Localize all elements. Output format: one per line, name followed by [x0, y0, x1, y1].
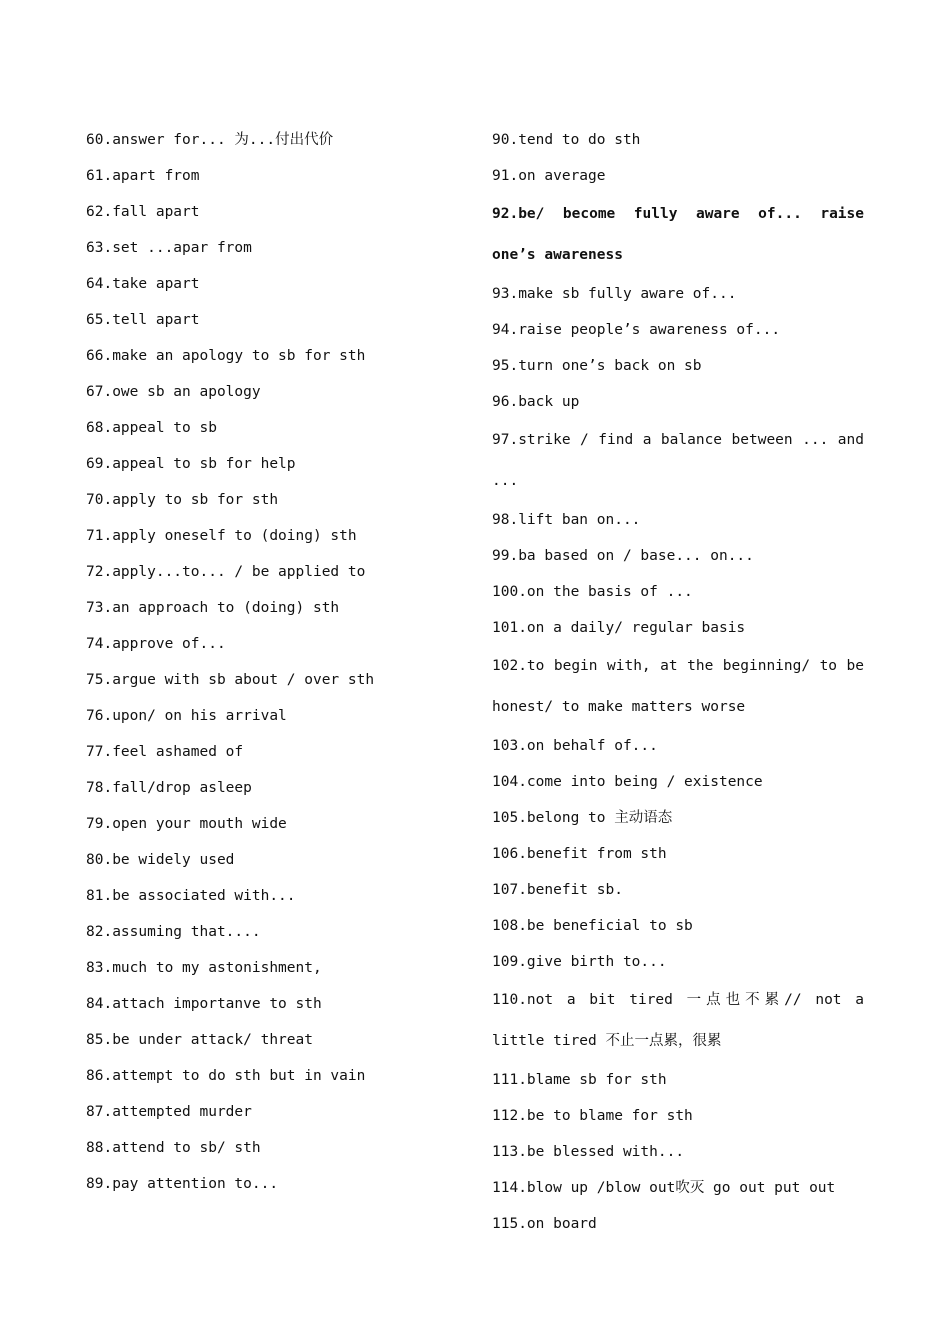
phrase-entry: 103.on behalf of... [492, 738, 658, 754]
phrase-entry: 109.give birth to... [492, 954, 667, 970]
phrase-entry: 62.fall apart [86, 204, 200, 220]
phrase-entry: 60.answer for... 为...付出代价 [86, 132, 334, 148]
phrase-entry: 101.on a daily/ regular basis [492, 620, 746, 636]
phrase-entry: 108.be beneficial to sb [492, 918, 693, 934]
phrase-entry: 104.come into being / existence [492, 774, 763, 790]
phrase-entry-highlighted: 92.be/ become fully aware of... raise one’s awareness [492, 206, 864, 263]
phrase-entry: 70.apply to sb for sth [86, 492, 279, 508]
phrase-entry: 63.set ...apar from [86, 240, 252, 256]
phrase-entry: 67.owe sb an apology [86, 384, 261, 400]
phrase-entry: 105.belong to 主动语态 [492, 810, 673, 826]
phrase-entry: 69.appeal to sb for help [86, 456, 296, 472]
left-column [86, 122, 456, 1202]
phrase-entry: 64.take apart [86, 276, 200, 292]
phrase-entry: 114.blow up /blow out吹灭 go out put out [492, 1180, 836, 1196]
phrase-entry: 86.attempt to do sth but in vain [86, 1068, 366, 1084]
phrase-entry: 74.approve of... [86, 636, 226, 652]
phrase-entry: 85.be under attack/ threat [86, 1032, 313, 1048]
phrase-entry: 100.on the basis of ... [492, 584, 693, 600]
phrase-entry: 77.feel ashamed of [86, 744, 244, 760]
phrase-entry: 93.make sb fully aware of... [492, 286, 737, 302]
phrase-entry: 82.assuming that.... [86, 924, 261, 940]
phrase-entry: 78.fall/drop asleep [86, 780, 252, 796]
phrase-entry: 66.make an apology to sb for sth [86, 348, 366, 364]
phrase-entry: 88.attend to sb/ sth [86, 1140, 261, 1156]
phrase-entry: 79.open your mouth wide [86, 816, 287, 832]
phrase-entry: 73.an approach to (doing) sth [86, 600, 340, 616]
phrase-entry: 115.on board [492, 1216, 597, 1232]
phrase-entry: 89.pay attention to... [86, 1176, 279, 1192]
phrase-entry: 95.turn one’s back on sb [492, 358, 702, 374]
phrase-entry: 76.upon/ on his arrival [86, 708, 287, 724]
phrase-entry: 110.not a bit tired 一点也不累// not a little tired 不止一点累，很累 [492, 992, 864, 1049]
phrase-entry: 112.be to blame for sth [492, 1108, 693, 1124]
phrase-entry: 94.raise people’s awareness of... [492, 322, 781, 338]
phrase-entry: 99.ba based on / base... on... [492, 548, 754, 564]
phrase-entry: 87.attempted murder [86, 1104, 252, 1120]
right-column [492, 122, 864, 1242]
phrase-entry: 65.tell apart [86, 312, 200, 328]
phrase-entry: 98.lift ban on... [492, 512, 641, 528]
phrase-entry: 68.appeal to sb [86, 420, 217, 436]
phrase-entry: 61.apart from [86, 168, 200, 184]
phrase-entry: 81.be associated with... [86, 888, 296, 904]
phrase-entry: 113.be blessed with... [492, 1144, 685, 1160]
phrase-entry: 84.attach importanve to sth [86, 996, 322, 1012]
phrase-entry: 107.benefit sb. [492, 882, 623, 898]
phrase-entry: 80.be widely used [86, 852, 235, 868]
phrase-entry: 83.much to my astonishment, [86, 960, 322, 976]
phrase-entry: 97.strike / find a balance between ... and ... [492, 432, 864, 489]
phrase-entry: 71.apply oneself to (doing) sth [86, 528, 357, 544]
phrase-entry: 96.back up [492, 394, 580, 410]
phrase-entry: 91.on average [492, 168, 606, 184]
phrase-entry: 72.apply...to... / be applied to [86, 564, 366, 580]
phrase-entry: 102.to begin with, at the beginning/ to be honest/ to make matters worse [492, 658, 864, 715]
phrase-entry: 75.argue with sb about / over sth [86, 672, 375, 688]
phrase-entry: 106.benefit from sth [492, 846, 667, 862]
phrase-entry: 111.blame sb for sth [492, 1072, 667, 1088]
phrase-entry: 90.tend to do sth [492, 132, 641, 148]
